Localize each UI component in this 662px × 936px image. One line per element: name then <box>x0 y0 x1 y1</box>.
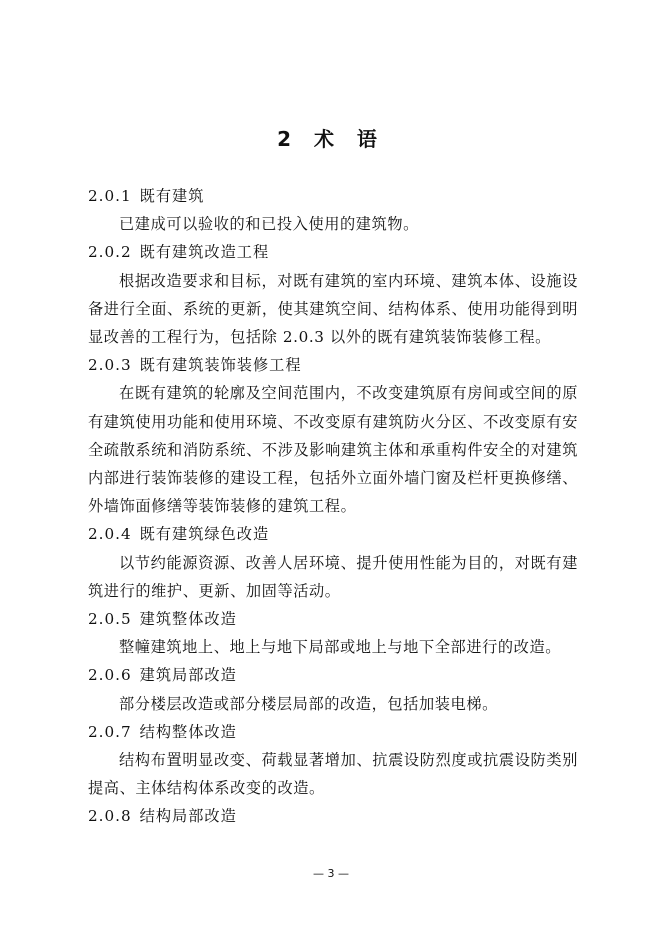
term-number: 2.0.4 <box>88 525 132 544</box>
term-definition: 在既有建筑的轮廓及空间范围内，不改变建筑原有房间或空间的原有建筑使用功能和使用环境、不改变原有建筑防火分区、不改变原有安全疏散系统和消防系统、不涉及影响建筑主体和承重构件安全的对建筑内部进行装饰装修的建设工程，包括外立面外墙门窗及栏杆更换修缮、外墙饰面修缮等装饰装修的建筑工程。 <box>88 384 578 516</box>
term-heading <box>88 182 578 210</box>
term-definition: 整幢建筑地上、地上与地下局部或地上与地下全部进行的改造。 <box>119 638 562 657</box>
term-heading <box>88 718 578 746</box>
term-definition: 已建成可以验收的和已投入使用的建筑物。 <box>119 215 419 234</box>
term-definition: 以节约能源资源、改善人居环境、提升使用性能为目的，对既有建筑进行的维护、更新、加固等活动。 <box>88 553 578 600</box>
term-definition: 部分楼层改造或部分楼层局部的改造，包括加装电梯。 <box>119 694 498 713</box>
term-name: 既有建筑装饰装修工程 <box>139 356 302 375</box>
term-name: 既有建筑 <box>139 187 205 205</box>
term-heading <box>88 238 578 266</box>
term-number: 2.0.8 <box>88 807 132 826</box>
term-heading <box>88 351 578 379</box>
term-heading <box>88 605 578 633</box>
term-number: 2.0.6 <box>88 666 132 685</box>
chapter-title: 2 术 语 <box>277 127 385 151</box>
term-number: 2.0.5 <box>88 610 132 629</box>
term-name: 建筑整体改造 <box>139 610 237 629</box>
term-name: 结构整体改造 <box>139 722 237 741</box>
term-name: 建筑局部改造 <box>139 666 237 685</box>
term-heading <box>88 661 578 689</box>
term-number: 2.0.1 <box>88 187 132 205</box>
terms-list <box>88 182 578 831</box>
term-heading <box>88 520 578 548</box>
term-definition: 结构布置明显改变、荷载显著增加、抗震设防烈度或抗震设防类别提高、主体结构体系改变的改造。 <box>88 751 578 798</box>
term-heading <box>88 802 578 830</box>
term-name: 既有建筑改造工程 <box>139 243 270 262</box>
term-number: 2.0.3 <box>88 356 132 375</box>
term-name: 既有建筑绿色改造 <box>139 525 270 544</box>
term-number: 2.0.2 <box>88 243 132 262</box>
term-definition: 根据改造要求和目标，对既有建筑的室内环境、建筑本体、设施设备进行全面、系统的更新，使其建筑空间、结构体系、使用功能得到明显改善的工程行为，包括除 2.0.3 以外的既有建筑装饰装修工程。 <box>88 271 578 347</box>
term-number: 2.0.7 <box>88 722 132 741</box>
page-number: — 3 — <box>313 867 349 880</box>
term-name: 结构局部改造 <box>139 807 237 826</box>
